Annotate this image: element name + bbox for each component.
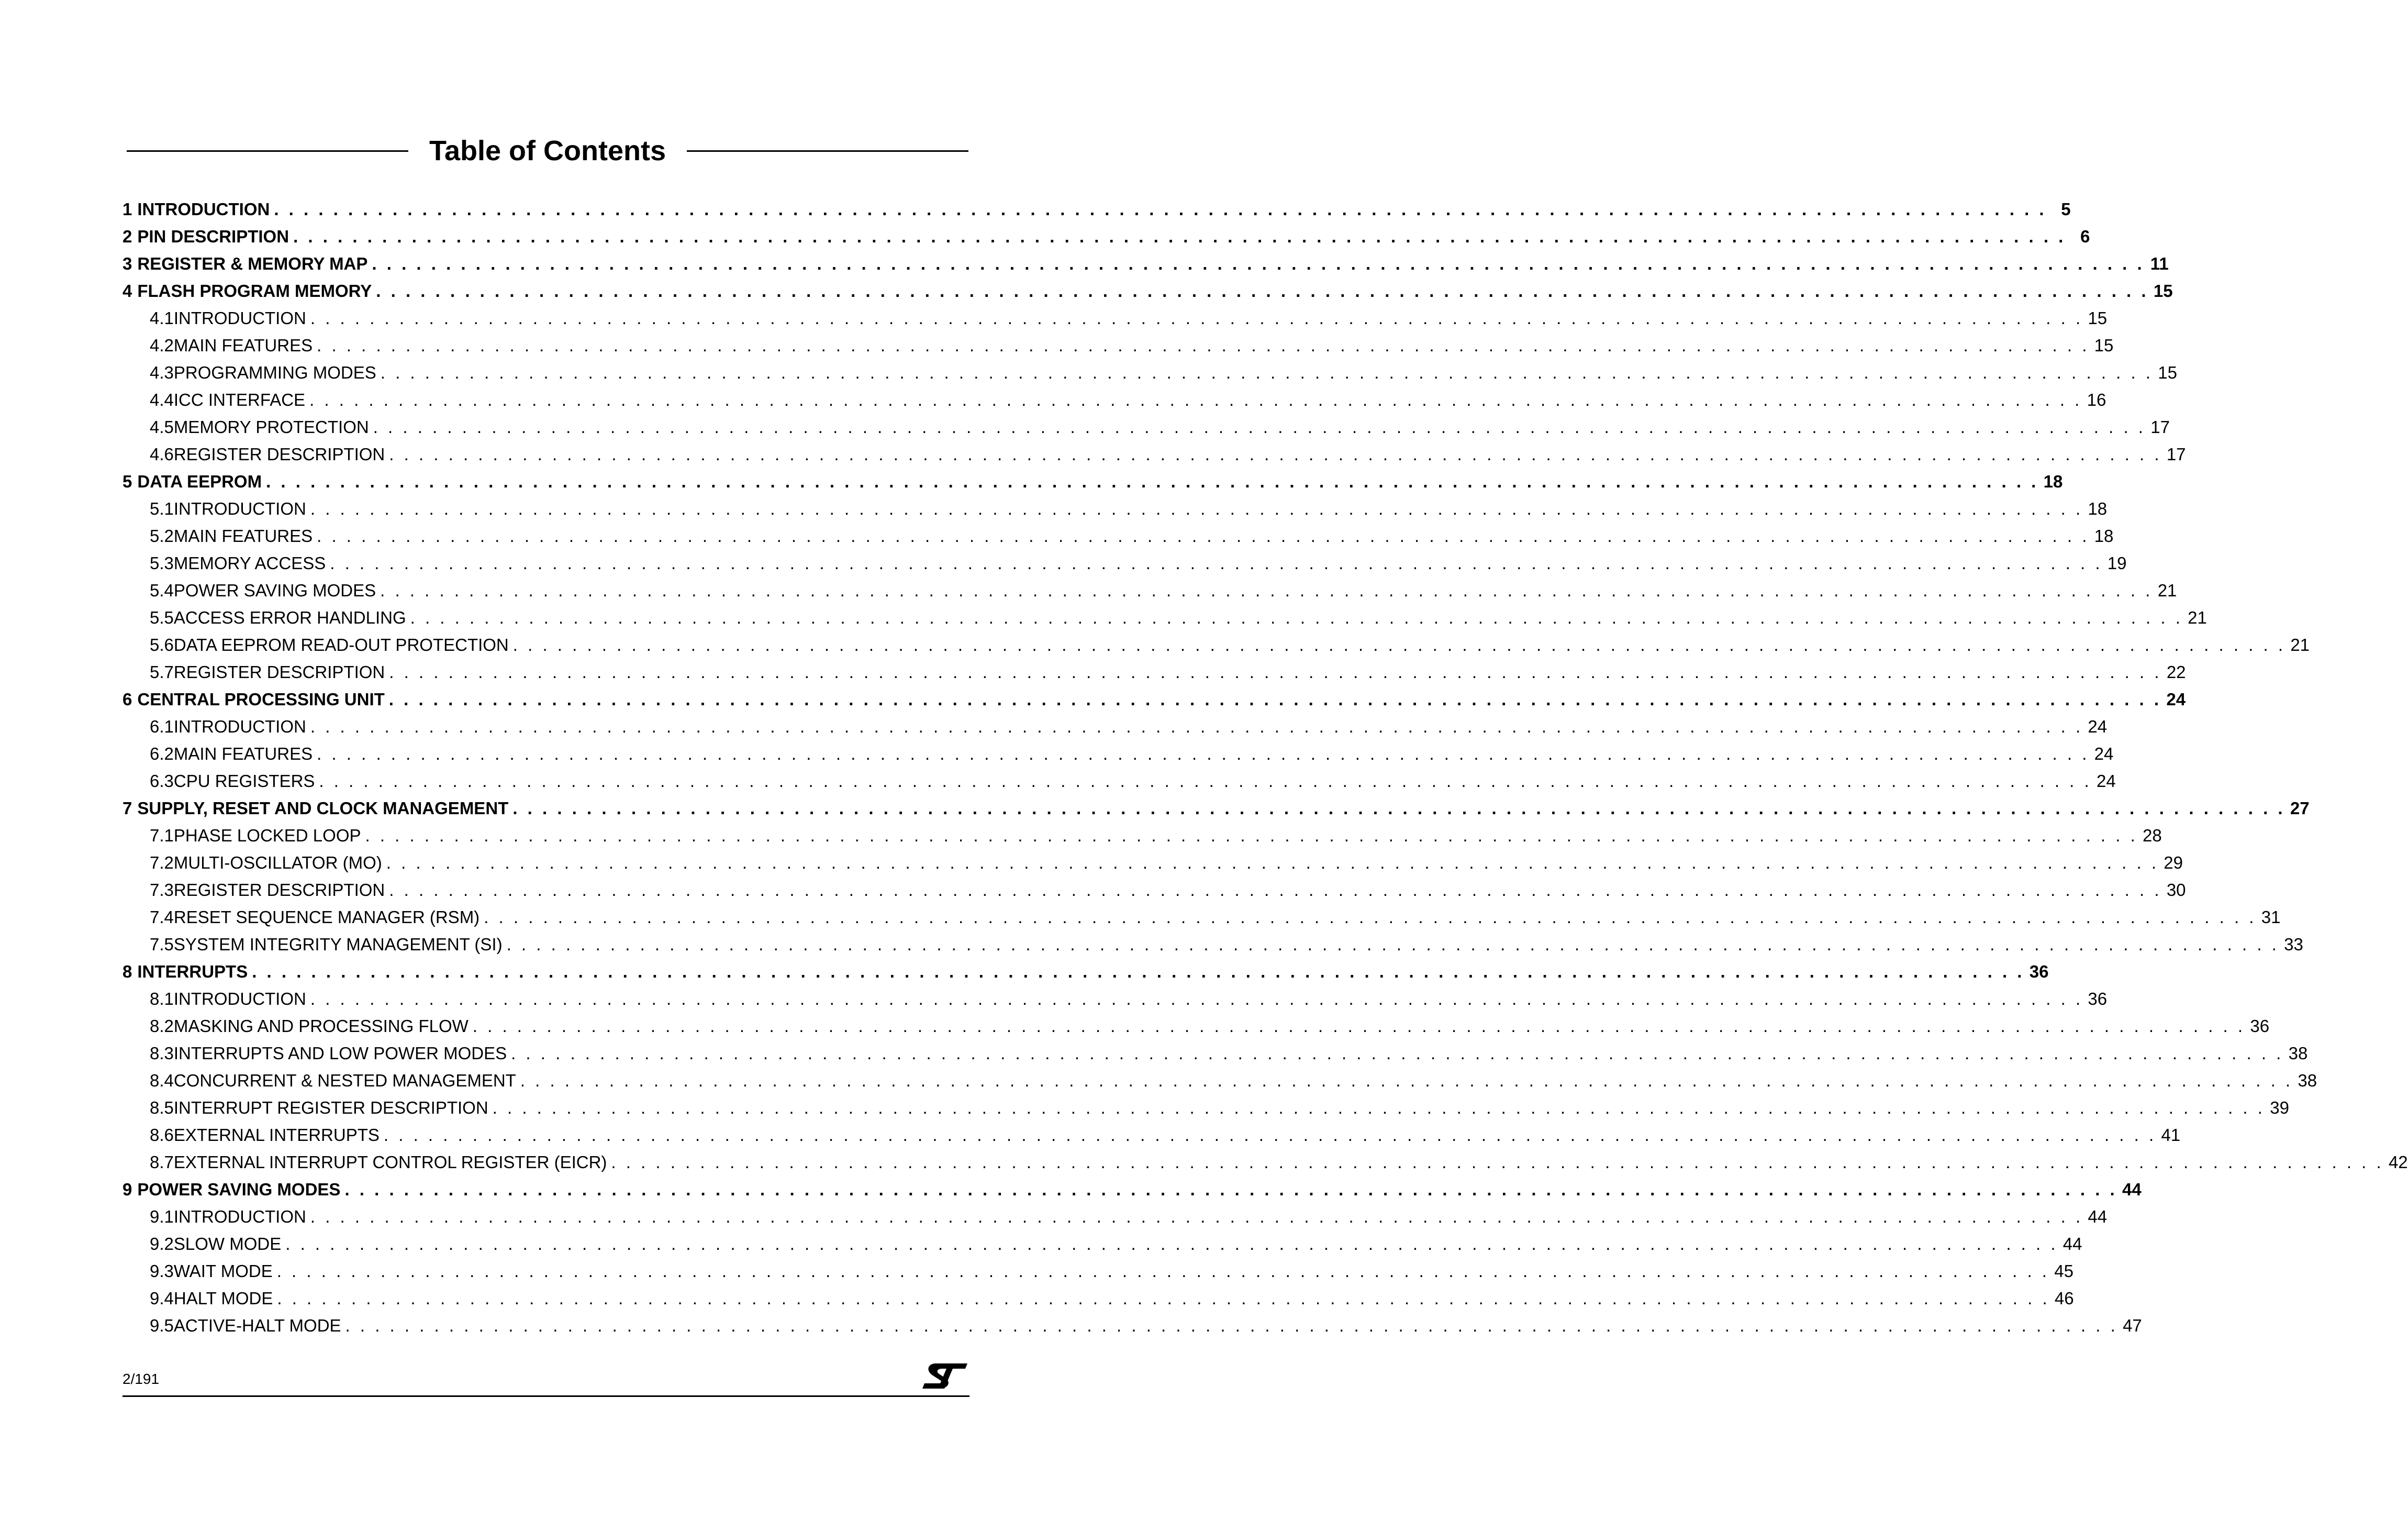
toc-entry-number: 7 (122, 798, 132, 818)
toc-leader-dots: . . . . . . . . . . . . . . . . . . . . . . . . . . . . . . . . . . . . . . . . . . . . . . . . . . . . . . . . . . . . . . . . . . . . . . . . . . . . . . . . . . . . . . . . . . . . . . . . . . . . . . . . . . . . . . . . . . . . . . . . (319, 771, 2092, 791)
toc-entry-page: 22 (2166, 662, 2186, 682)
toc-entry-label: REGISTER & MEMORY MAP (137, 254, 368, 273)
toc-entry-number: 9.5 (150, 1316, 174, 1335)
toc-entry-label: REGISTER DESCRIPTION (173, 662, 385, 682)
toc-entry-number: 5.1 (150, 499, 174, 518)
toc-entry-page: 31 (2261, 907, 2281, 927)
toc-entry-label: INTRODUCTION (173, 499, 306, 518)
toc-chapter-entry[interactable] (122, 795, 2310, 822)
toc-leader-dots: . . . . . . . . . . . . . . . . . . . . . . . . . . . . . . . . . . . . . . . . . . . . . . . . . . . . . . . . . . . . . . . . . . . . . . . . . . . . . . . . . . . . . . . . . . . . . . . . . . . . . . . . . . . . . . . . . . . . . . . . (388, 690, 2162, 709)
toc-entry-number: 5 (122, 472, 132, 491)
toc-section-entry[interactable] (122, 1203, 2108, 1230)
toc-leader-dots: . . . . . . . . . . . . . . . . . . . . . . . . . . . . . . . . . . . . . . . . . . . . . . . . . . . . . . . . . . . . . . . . . . . . . . . . . . . . . . . . . . . . . . . . . . . . . . . . . . . . . . . . . . . . . . . . . . . . . . . . (380, 363, 2153, 382)
toc-leader-dots: . . . . . . . . . . . . . . . . . . . . . . . . . . . . . . . . . . . . . . . . . . . . . . . . . . . . . . . . . . . . . . . . . . . . . . . . . . . . . . . . . . . . . . . . . . . . . . . . . . . . . . . . . . . . . . . . . . . . . . . . (365, 826, 2138, 845)
toc-entry-number: 5.3 (150, 553, 174, 573)
table-of-contents (122, 196, 2408, 1339)
toc-entry-number: 7.2 (150, 853, 174, 872)
toc-leader-dots: . . . . . . . . . . . . . . . . . . . . . . . . . . . . . . . . . . . . . . . . . . . . . . . . . . . . . . . . . . . . . . . . . . . . . . . . . . . . . . . . . . . . . . . . . . . . . . . . . . . . . . . . . . . . . . . . . . . . . . . . (520, 1071, 2293, 1090)
toc-entry-number: 9.4 (150, 1289, 174, 1308)
toc-leader-dots: . . . . . . . . . . . . . . . . . . . . . . . . . . . . . . . . . . . . . . . . . . . . . . . . . . . . . . . . . . . . . . . . . . . . . . . . . . . . . . . . . . . . . . . . . . . . . . . . . . . . . . . . . . . . . . . . . . . . . . . . (373, 417, 2146, 437)
toc-leader-dots: . . . . . . . . . . . . . . . . . . . . . . . . . . . . . . . . . . . . . . . . . . . . . . . . . . . . . . . . . . . . . . . . . . . . . . . . . . . . . . . . . . . . . . . . . . . . . . . . . . . . . . . . . . . . . . . . . . . . . . . . (317, 526, 2090, 546)
toc-leader-dots: . . . . . . . . . . . . . . . . . . . . . . . . . . . . . . . . . . . . . . . . . . . . . . . . . . . . . . . . . . . . . . . . . . . . . . . . . . . . . . . . . . . . . . . . . . . . . . . . . . . . . . . . . . . . . . . . . . . . . . . . (611, 1152, 2384, 1172)
title-rule-left (127, 150, 408, 152)
toc-entry-page: 18 (2043, 472, 2063, 491)
toc-entry-label: EXTERNAL INTERRUPT CONTROL REGISTER (EICR) (173, 1152, 607, 1172)
toc-section-entry[interactable] (122, 740, 2114, 768)
toc-section-entry[interactable] (122, 1094, 2289, 1122)
toc-entry-label: INTRODUCTION (173, 717, 306, 736)
toc-leader-dots: . . . . . . . . . . . . . . . . . . . . . . . . . . . . . . . . . . . . . . . . . . . . . . . . . . . . . . . . . . . . . . . . . . . . . . . . . . . . . . . . . . . . . . . . . . . . . . . . . . . . . . . . . . . . . . . . . . . . . . . . (472, 1016, 2246, 1036)
toc-entry-number: 1 (122, 199, 132, 219)
toc-entry-number: 6.3 (150, 771, 174, 791)
toc-entry-number: 4 (122, 281, 132, 301)
title-rule-right (687, 150, 968, 152)
toc-chapter-entry[interactable] (122, 223, 2090, 250)
toc-entry-number: 8.7 (150, 1152, 174, 1172)
toc-entry-number: 8.2 (150, 1016, 174, 1036)
toc-entry-page: 5 (2061, 199, 2071, 219)
toc-entry-number: 3 (122, 254, 132, 273)
toc-entry-page: 44 (2063, 1234, 2082, 1253)
toc-entry-page: 47 (2123, 1316, 2142, 1335)
toc-entry-label: MAIN FEATURES (173, 744, 313, 763)
toc-entry-page: 15 (2158, 363, 2177, 382)
toc-entry-page: 45 (2054, 1261, 2073, 1281)
toc-section-entry[interactable] (122, 1258, 2073, 1285)
toc-leader-dots: . . . . . . . . . . . . . . . . . . . . . . . . . . . . . . . . . . . . . . . . . . . . . . . . . . . . . . . . . . . . . . . . . . . . . . . . . . . . . . . . . . . . . . . . . . . . . . . . . . . . . . . . . . . . . . . . . . . . . . . . (310, 1207, 2083, 1226)
toc-entry-number: 5.6 (150, 635, 174, 654)
toc-entry-number: 6 (122, 690, 132, 709)
toc-leader-dots: . . . . . . . . . . . . . . . . . . . . . . . . . . . . . . . . . . . . . . . . . . . . . . . . . . . . . . . . . . . . . . . . . . . . . . . . . . . . . . . . . . . . . . . . . . . . . . . . . . . . . . . . . . . . . . . . . . . . . . . . (345, 1316, 2118, 1335)
toc-leader-dots: . . . . . . . . . . . . . . . . . . . . . . . . . . . . . . . . . . . . . . . . . . . . . . . . . . . . . . . . . . . . . . . . . . . . . . . . . . . . . . . . . . . . . . . . . . . . . . . . . . . . . . . . . . . . . . . . . . . . . . . . (389, 662, 2162, 682)
toc-entry-number: 5.4 (150, 581, 174, 600)
toc-entry-number: 9.1 (150, 1207, 174, 1226)
toc-section-entry[interactable] (122, 305, 2108, 332)
toc-leader-dots: . . . . . . . . . . . . . . . . . . . . . . . . . . . . . . . . . . . . . . . . . . . . . . . . . . . . . . . . . . . . . . . . . . . . . . . . . . . . . . . . . . . . . . . . . . . . . . . . . . . . . . . . . . . . . . . . . . . . . . . . (266, 472, 2039, 491)
toc-entry-page: 24 (2088, 717, 2108, 736)
toc-entry-number: 9 (122, 1180, 132, 1199)
toc-entry-page: 18 (2094, 526, 2114, 546)
toc-entry-page: 19 (2107, 553, 2127, 573)
toc-chapter-entry[interactable] (122, 686, 2186, 713)
toc-section-entry[interactable] (122, 495, 2108, 523)
toc-entry-page: 38 (2288, 1044, 2308, 1063)
toc-entry-label: CENTRAL PROCESSING UNIT (137, 690, 385, 709)
toc-entry-page: 24 (2094, 744, 2114, 763)
footer-rule (122, 1395, 969, 1397)
toc-entry-number: 9.2 (150, 1234, 174, 1253)
toc-entry-label: ACTIVE-HALT MODE (173, 1316, 341, 1335)
toc-chapter-entry[interactable] (122, 196, 2071, 223)
toc-leader-dots: . . . . . . . . . . . . . . . . . . . . . . . . . . . . . . . . . . . . . . . . . . . . . . . . . . . . . . . . . . . . . . . . . . . . . . . . . . . . . . . . . . . . . . . . . . . . . . . . . . . . . . . . . . . . . . . . . . . . . . . . (310, 989, 2083, 1008)
toc-entry-label: DATA EEPROM (137, 472, 262, 491)
toc-entry-number: 8.6 (150, 1125, 174, 1145)
toc-leader-dots: . . . . . . . . . . . . . . . . . . . . . . . . . . . . . . . . . . . . . . . . . . . . . . . . . . . . . . . . . . . . . . . . . . . . . . . . . . . . . . . . . . . . . . . . . . . . . . . . . . . . . . . . . . . . . . . . . . . . . . . . (389, 445, 2162, 464)
toc-section-entry[interactable] (122, 414, 2170, 441)
toc-entry-page: 16 (2087, 390, 2106, 409)
toc-section-entry[interactable] (122, 659, 2186, 686)
toc-section-entry[interactable] (122, 1285, 2074, 1312)
toc-entry-page: 17 (2166, 445, 2186, 464)
toc-leader-dots: . . . . . . . . . . . . . . . . . . . . . . . . . . . . . . . . . . . . . . . . . . . . . . . . . . . . . . . . . . . . . . . . . . . . . . . . . . . . . . . . . . . . . . . . . . . . . . . . . . . . . . . . . . . . . . . . . . . . . . . . (310, 308, 2083, 328)
toc-leader-dots: . . . . . . . . . . . . . . . . . . . . . . . . . . . . . . . . . . . . . . . . . . . . . . . . . . . . . . . . . . . . . . . . . . . . . . . . . . . . . . . . . . . . . . . . . . . . . . . . . . . . . . . . . . . . . . . . . . . . . . . . (380, 581, 2153, 600)
toc-entry-page: 15 (2153, 281, 2173, 301)
toc-section-entry[interactable] (122, 1013, 2270, 1040)
toc-entry-label: INTRODUCTION (173, 308, 306, 328)
toc-entry-page: 39 (2270, 1098, 2289, 1117)
page-title: Table of Contents (429, 135, 666, 167)
toc-entry-number: 6.2 (150, 744, 174, 763)
toc-entry-label: MEMORY PROTECTION (173, 417, 369, 437)
toc-leader-dots: . . . . . . . . . . . . . . . . . . . . . . . . . . . . . . . . . . . . . . . . . . . . . . . . . . . . . . . . . . . . . . . . . . . . . . . . . . . . . . . . . . . . . . . . . . . . . . . . . . . . . . . . . . . . . . . . . . . . . . . . (344, 1180, 2117, 1199)
toc-leader-dots: . . . . . . . . . . . . . . . . . . . . . . . . . . . . . . . . . . . . . . . . . . . . . . . . . . . . . . . . . . . . . . . . . . . . . . . . . . . . . . . . . . . . . . . . . . . . . . . . . . . . . . . . . . . . . . . . . . . . . . . . (293, 227, 2066, 246)
toc-entry-label: ICC INTERFACE (173, 390, 306, 409)
toc-entry-number: 2 (122, 227, 132, 246)
toc-leader-dots: . . . . . . . . . . . . . . . . . . . . . . . . . . . . . . . . . . . . . . . . . . . . . . . . . . . . . . . . . . . . . . . . . . . . . . . . . . . . . . . . . . . . . . . . . . . . . . . . . . . . . . . . . . . . . . . . . . . . . . . . (330, 553, 2103, 573)
toc-section-entry[interactable] (122, 1230, 2082, 1258)
toc-entry-page: 29 (2164, 853, 2183, 872)
toc-entry-number: 4.6 (150, 445, 174, 464)
toc-leader-dots: . . . . . . . . . . . . . . . . . . . . . . . . . . . . . . . . . . . . . . . . . . . . . . . . . . . . . . . . . . . . . . . . . . . . . . . . . . . . . . . . . . . . . . . . . . . . . . . . . . . . . . . . . . . . . . . . . . . . . . . . (512, 798, 2286, 818)
toc-entry-page: 30 (2166, 880, 2186, 900)
toc-entry-page: 46 (2054, 1289, 2074, 1308)
toc-entry-number: 5.7 (150, 662, 174, 682)
toc-entry-page: 15 (2088, 308, 2108, 328)
toc-section-entry[interactable] (122, 713, 2108, 740)
st-logo-icon (921, 1361, 968, 1391)
toc-section-entry[interactable] (122, 931, 2303, 958)
toc-chapter-entry[interactable] (122, 1176, 2142, 1203)
toc-entry-label: INTERRUPT REGISTER DESCRIPTION (173, 1098, 488, 1117)
toc-section-entry[interactable] (122, 849, 2183, 877)
toc-leader-dots: . . . . . . . . . . . . . . . . . . . . . . . . . . . . . . . . . . . . . . . . . . . . . . . . . . . . . . . . . . . . . . . . . . . . . . . . . . . . . . . . . . . . . . . . . . . . . . . . . . . . . . . . . . . . . . . . . . . . . . . . (277, 1289, 2050, 1308)
toc-leader-dots: . . . . . . . . . . . . . . . . . . . . . . . . . . . . . . . . . . . . . . . . . . . . . . . . . . . . . . . . . . . . . . . . . . . . . . . . . . . . . . . . . . . . . . . . . . . . . . . . . . . . . . . . . . . . . . . . . . . . . . . . (276, 1261, 2049, 1281)
toc-leader-dots: . . . . . . . . . . . . . . . . . . . . . . . . . . . . . . . . . . . . . . . . . . . . . . . . . . . . . . . . . . . . . . . . . . . . . . . . . . . . . . . . . . . . . . . . . . . . . . . . . . . . . . . . . . . . . . . . . . . . . . . . (372, 254, 2145, 273)
toc-leader-dots: . . . . . . . . . . . . . . . . . . . . . . . . . . . . . . . . . . . . . . . . . . . . . . . . . . . . . . . . . . . . . . . . . . . . . . . . . . . . . . . . . . . . . . . . . . . . . . . . . . . . . . . . . . . . . . . . . . . . . . . . (310, 717, 2083, 736)
toc-leader-dots: . . . . . . . . . . . . . . . . . . . . . . . . . . . . . . . . . . . . . . . . . . . . . . . . . . . . . . . . . . . . . . . . . . . . . . . . . . . . . . . . . . . . . . . . . . . . . . . . . . . . . . . . . . . . . . . . . . . . . . . . (506, 935, 2279, 954)
toc-entry-label: ACCESS ERROR HANDLING (173, 608, 406, 627)
toc-entry-page: 44 (2122, 1180, 2142, 1199)
toc-section-entry[interactable] (122, 1312, 2142, 1339)
toc-entry-page: 21 (2290, 635, 2310, 654)
toc-section-entry[interactable] (122, 1122, 2181, 1149)
toc-entry-label: MASKING AND PROCESSING FLOW (173, 1016, 469, 1036)
toc-section-entry[interactable] (122, 822, 2162, 849)
toc-leader-dots: . . . . . . . . . . . . . . . . . . . . . . . . . . . . . . . . . . . . . . . . . . . . . . . . . . . . . . . . . . . . . . . . . . . . . . . . . . . . . . . . . . . . . . . . . . . . . . . . . . . . . . . . . . . . . . . . . . . . . . . . (484, 907, 2257, 927)
toc-entry-number: 6.1 (150, 717, 174, 736)
toc-entry-label: POWER SAVING MODES (137, 1180, 341, 1199)
toc-entry-label: INTERRUPTS AND LOW POWER MODES (173, 1044, 507, 1063)
toc-entry-number: 7.4 (150, 907, 174, 927)
toc-entry-label: POWER SAVING MODES (173, 581, 376, 600)
toc-entry-page: 21 (2157, 581, 2177, 600)
toc-entry-label: INTRODUCTION (173, 1207, 306, 1226)
toc-entry-number: 7.3 (150, 880, 174, 900)
toc-leader-dots: . . . . . . . . . . . . . . . . . . . . . . . . . . . . . . . . . . . . . . . . . . . . . . . . . . . . . . . . . . . . . . . . . . . . . . . . . . . . . . . . . . . . . . . . . . . . . . . . . . . . . . . . . . . . . . . . . . . . . . . . (410, 608, 2183, 627)
toc-chapter-entry[interactable] (122, 250, 2169, 278)
toc-entry-number: 7.5 (150, 935, 174, 954)
toc-entry-label: PHASE LOCKED LOOP (173, 826, 361, 845)
toc-entry-label: FLASH PROGRAM MEMORY (137, 281, 372, 301)
toc-entry-page: 28 (2143, 826, 2162, 845)
toc-section-entry[interactable] (122, 1149, 2408, 1176)
toc-entry-label: RESET SEQUENCE MANAGER (RSM) (173, 907, 480, 927)
toc-section-entry[interactable] (122, 1067, 2317, 1094)
toc-entry-page: 44 (2088, 1207, 2108, 1226)
toc-entry-label: PIN DESCRIPTION (137, 227, 289, 246)
toc-entry-page: 11 (2150, 254, 2169, 273)
toc-entry-number: 7.1 (150, 826, 174, 845)
toc-entry-page: 36 (2250, 1016, 2270, 1036)
toc-section-entry[interactable] (122, 577, 2177, 604)
toc-entry-page: 24 (2096, 771, 2116, 791)
toc-entry-label: SUPPLY, RESET AND CLOCK MANAGEMENT (137, 798, 509, 818)
toc-entry-page: 41 (2161, 1125, 2181, 1145)
toc-entry-number: 5.5 (150, 608, 174, 627)
toc-entry-label: CPU REGISTERS (173, 771, 315, 791)
toc-entry-label: EXTERNAL INTERRUPTS (173, 1125, 380, 1145)
footer-page-number: 2/191 (122, 1371, 160, 1387)
toc-leader-dots: . . . . . . . . . . . . . . . . . . . . . . . . . . . . . . . . . . . . . . . . . . . . . . . . . . . . . . . . . . . . . . . . . . . . . . . . . . . . . . . . . . . . . . . . . . . . . . . . . . . . . . . . . . . . . . . . . . . . . . . . (309, 390, 2082, 409)
toc-section-entry[interactable] (122, 877, 2186, 904)
toc-leader-dots: . . . . . . . . . . . . . . . . . . . . . . . . . . . . . . . . . . . . . . . . . . . . . . . . . . . . . . . . . . . . . . . . . . . . . . . . . . . . . . . . . . . . . . . . . . . . . . . . . . . . . . . . . . . . . . . . . . . . . . . . (252, 962, 2025, 981)
toc-entry-page: 27 (2290, 798, 2310, 818)
toc-leader-dots: . . . . . . . . . . . . . . . . . . . . . . . . . . . . . . . . . . . . . . . . . . . . . . . . . . . . . . . . . . . . . . . . . . . . . . . . . . . . . . . . . . . . . . . . . . . . . . . . . . . . . . . . . . . . . . . . . . . . . . . . (274, 199, 2047, 219)
toc-entry-number: 8.4 (150, 1071, 174, 1090)
toc-entry-page: 36 (2029, 962, 2049, 981)
toc-leader-dots: . . . . . . . . . . . . . . . . . . . . . . . . . . . . . . . . . . . . . . . . . . . . . . . . . . . . . . . . . . . . . . . . . . . . . . . . . . . . . . . . . . . . . . . . . . . . . . . . . . . . . . . . . . . . . . . . . . . . . . . . (376, 281, 2149, 301)
toc-section-entry[interactable] (122, 985, 2108, 1013)
toc-entry-number: 4.3 (150, 363, 174, 382)
toc-entry-label: REGISTER DESCRIPTION (173, 880, 385, 900)
toc-section-entry[interactable] (122, 386, 2106, 414)
toc-leader-dots: . . . . . . . . . . . . . . . . . . . . . . . . . . . . . . . . . . . . . . . . . . . . . . . . . . . . . . . . . . . . . . . . . . . . . . . . . . . . . . . . . . . . . . . . . . . . . . . . . . . . . . . . . . . . . . . . . . . . . . . . (492, 1098, 2265, 1117)
toc-section-entry[interactable] (122, 359, 2177, 386)
toc-leader-dots: . . . . . . . . . . . . . . . . . . . . . . . . . . . . . . . . . . . . . . . . . . . . . . . . . . . . . . . . . . . . . . . . . . . . . . . . . . . . . . . . . . . . . . . . . . . . . . . . . . . . . . . . . . . . . . . . . . . . . . . . (383, 1125, 2157, 1145)
toc-entry-label: HALT MODE (173, 1289, 273, 1308)
toc-entry-label: MAIN FEATURES (173, 526, 313, 546)
toc-entry-label: PROGRAMMING MODES (173, 363, 376, 382)
toc-entry-number: 8.1 (150, 989, 174, 1008)
toc-entry-page: 24 (2166, 690, 2186, 709)
toc-entry-label: INTRODUCTION (173, 989, 306, 1008)
toc-leader-dots: . . . . . . . . . . . . . . . . . . . . . . . . . . . . . . . . . . . . . . . . . . . . . . . . . . . . . . . . . . . . . . . . . . . . . . . . . . . . . . . . . . . . . . . . . . . . . . . . . . . . . . . . . . . . . . . . . . . . . . . . (317, 744, 2090, 763)
toc-entry-page: 36 (2088, 989, 2108, 1008)
toc-leader-dots: . . . . . . . . . . . . . . . . . . . . . . . . . . . . . . . . . . . . . . . . . . . . . . . . . . . . . . . . . . . . . . . . . . . . . . . . . . . . . . . . . . . . . . . . . . . . . . . . . . . . . . . . . . . . . . . . . . . . . . . . (511, 1044, 2284, 1063)
toc-entry-label: INTERRUPTS (137, 962, 248, 981)
toc-entry-number: 5.2 (150, 526, 174, 546)
toc-entry-number: 4.4 (150, 390, 174, 409)
toc-leader-dots: . . . . . . . . . . . . . . . . . . . . . . . . . . . . . . . . . . . . . . . . . . . . . . . . . . . . . . . . . . . . . . . . . . . . . . . . . . . . . . . . . . . . . . . . . . . . . . . . . . . . . . . . . . . . . . . . . . . . . . . . (285, 1234, 2058, 1253)
toc-entry-number: 4.5 (150, 417, 174, 437)
toc-section-entry[interactable] (122, 1040, 2308, 1067)
toc-entry-page: 33 (2284, 935, 2303, 954)
toc-entry-label: DATA EEPROM READ-OUT PROTECTION (173, 635, 509, 654)
toc-entry-number: 4.2 (150, 336, 174, 355)
toc-entry-label: SYSTEM INTEGRITY MANAGEMENT (SI) (173, 935, 503, 954)
toc-leader-dots: . . . . . . . . . . . . . . . . . . . . . . . . . . . . . . . . . . . . . . . . . . . . . . . . . . . . . . . . . . . . . . . . . . . . . . . . . . . . . . . . . . . . . . . . . . . . . . . . . . . . . . . . . . . . . . . . . . . . . . . . (386, 853, 2159, 872)
toc-section-entry[interactable] (122, 904, 2281, 931)
toc-chapter-entry[interactable] (122, 278, 2173, 305)
toc-leader-dots: . . . . . . . . . . . . . . . . . . . . . . . . . . . . . . . . . . . . . . . . . . . . . . . . . . . . . . . . . . . . . . . . . . . . . . . . . . . . . . . . . . . . . . . . . . . . . . . . . . . . . . . . . . . . . . . . . . . . . . . . (317, 336, 2090, 355)
title-row (127, 130, 968, 172)
toc-entry-number: 4.1 (150, 308, 174, 328)
toc-entry-page: 38 (2298, 1071, 2317, 1090)
toc-entry-label: MAIN FEATURES (173, 336, 313, 355)
toc-entry-label: SLOW MODE (173, 1234, 282, 1253)
toc-leader-dots: . . . . . . . . . . . . . . . . . . . . . . . . . . . . . . . . . . . . . . . . . . . . . . . . . . . . . . . . . . . . . . . . . . . . . . . . . . . . . . . . . . . . . . . . . . . . . . . . . . . . . . . . . . . . . . . . . . . . . . . . (310, 499, 2083, 518)
toc-entry-label: INTRODUCTION (137, 199, 270, 219)
toc-entry-number: 8.3 (150, 1044, 174, 1063)
toc-entry-label: WAIT MODE (173, 1261, 273, 1281)
toc-entry-label: MULTI-OSCILLATOR (MO) (173, 853, 382, 872)
toc-entry-page: 18 (2088, 499, 2108, 518)
toc-entry-label: REGISTER DESCRIPTION (173, 445, 385, 464)
toc-section-entry[interactable] (122, 604, 2207, 631)
toc-entry-label: MEMORY ACCESS (173, 553, 326, 573)
toc-chapter-entry[interactable] (122, 468, 2063, 495)
toc-section-entry[interactable] (122, 332, 2114, 359)
toc-entry-page: 42 (2388, 1152, 2408, 1172)
toc-leader-dots: . . . . . . . . . . . . . . . . . . . . . . . . . . . . . . . . . . . . . . . . . . . . . . . . . . . . . . . . . . . . . . . . . . . . . . . . . . . . . . . . . . . . . . . . . . . . . . . . . . . . . . . . . . . . . . . . . . . . . . . . (389, 880, 2162, 900)
toc-entry-number: 8.5 (150, 1098, 174, 1117)
toc-leader-dots: . . . . . . . . . . . . . . . . . . . . . . . . . . . . . . . . . . . . . . . . . . . . . . . . . . . . . . . . . . . . . . . . . . . . . . . . . . . . . . . . . . . . . . . . . . . . . . . . . . . . . . . . . . . . . . . . . . . . . . . . (512, 635, 2286, 654)
toc-section-entry[interactable] (122, 441, 2186, 468)
toc-section-entry[interactable] (122, 768, 2116, 795)
toc-section-entry[interactable] (122, 523, 2114, 550)
toc-entry-label: CONCURRENT & NESTED MANAGEMENT (173, 1071, 516, 1090)
toc-entry-page: 21 (2188, 608, 2207, 627)
toc-chapter-entry[interactable] (122, 958, 2049, 985)
toc-entry-page: 15 (2094, 336, 2114, 355)
toc-section-entry[interactable] (122, 631, 2310, 659)
toc-entry-page: 6 (2080, 227, 2090, 246)
toc-entry-number: 9.3 (150, 1261, 174, 1281)
toc-entry-page: 17 (2150, 417, 2170, 437)
toc-entry-number: 8 (122, 962, 132, 981)
toc-section-entry[interactable] (122, 550, 2127, 577)
